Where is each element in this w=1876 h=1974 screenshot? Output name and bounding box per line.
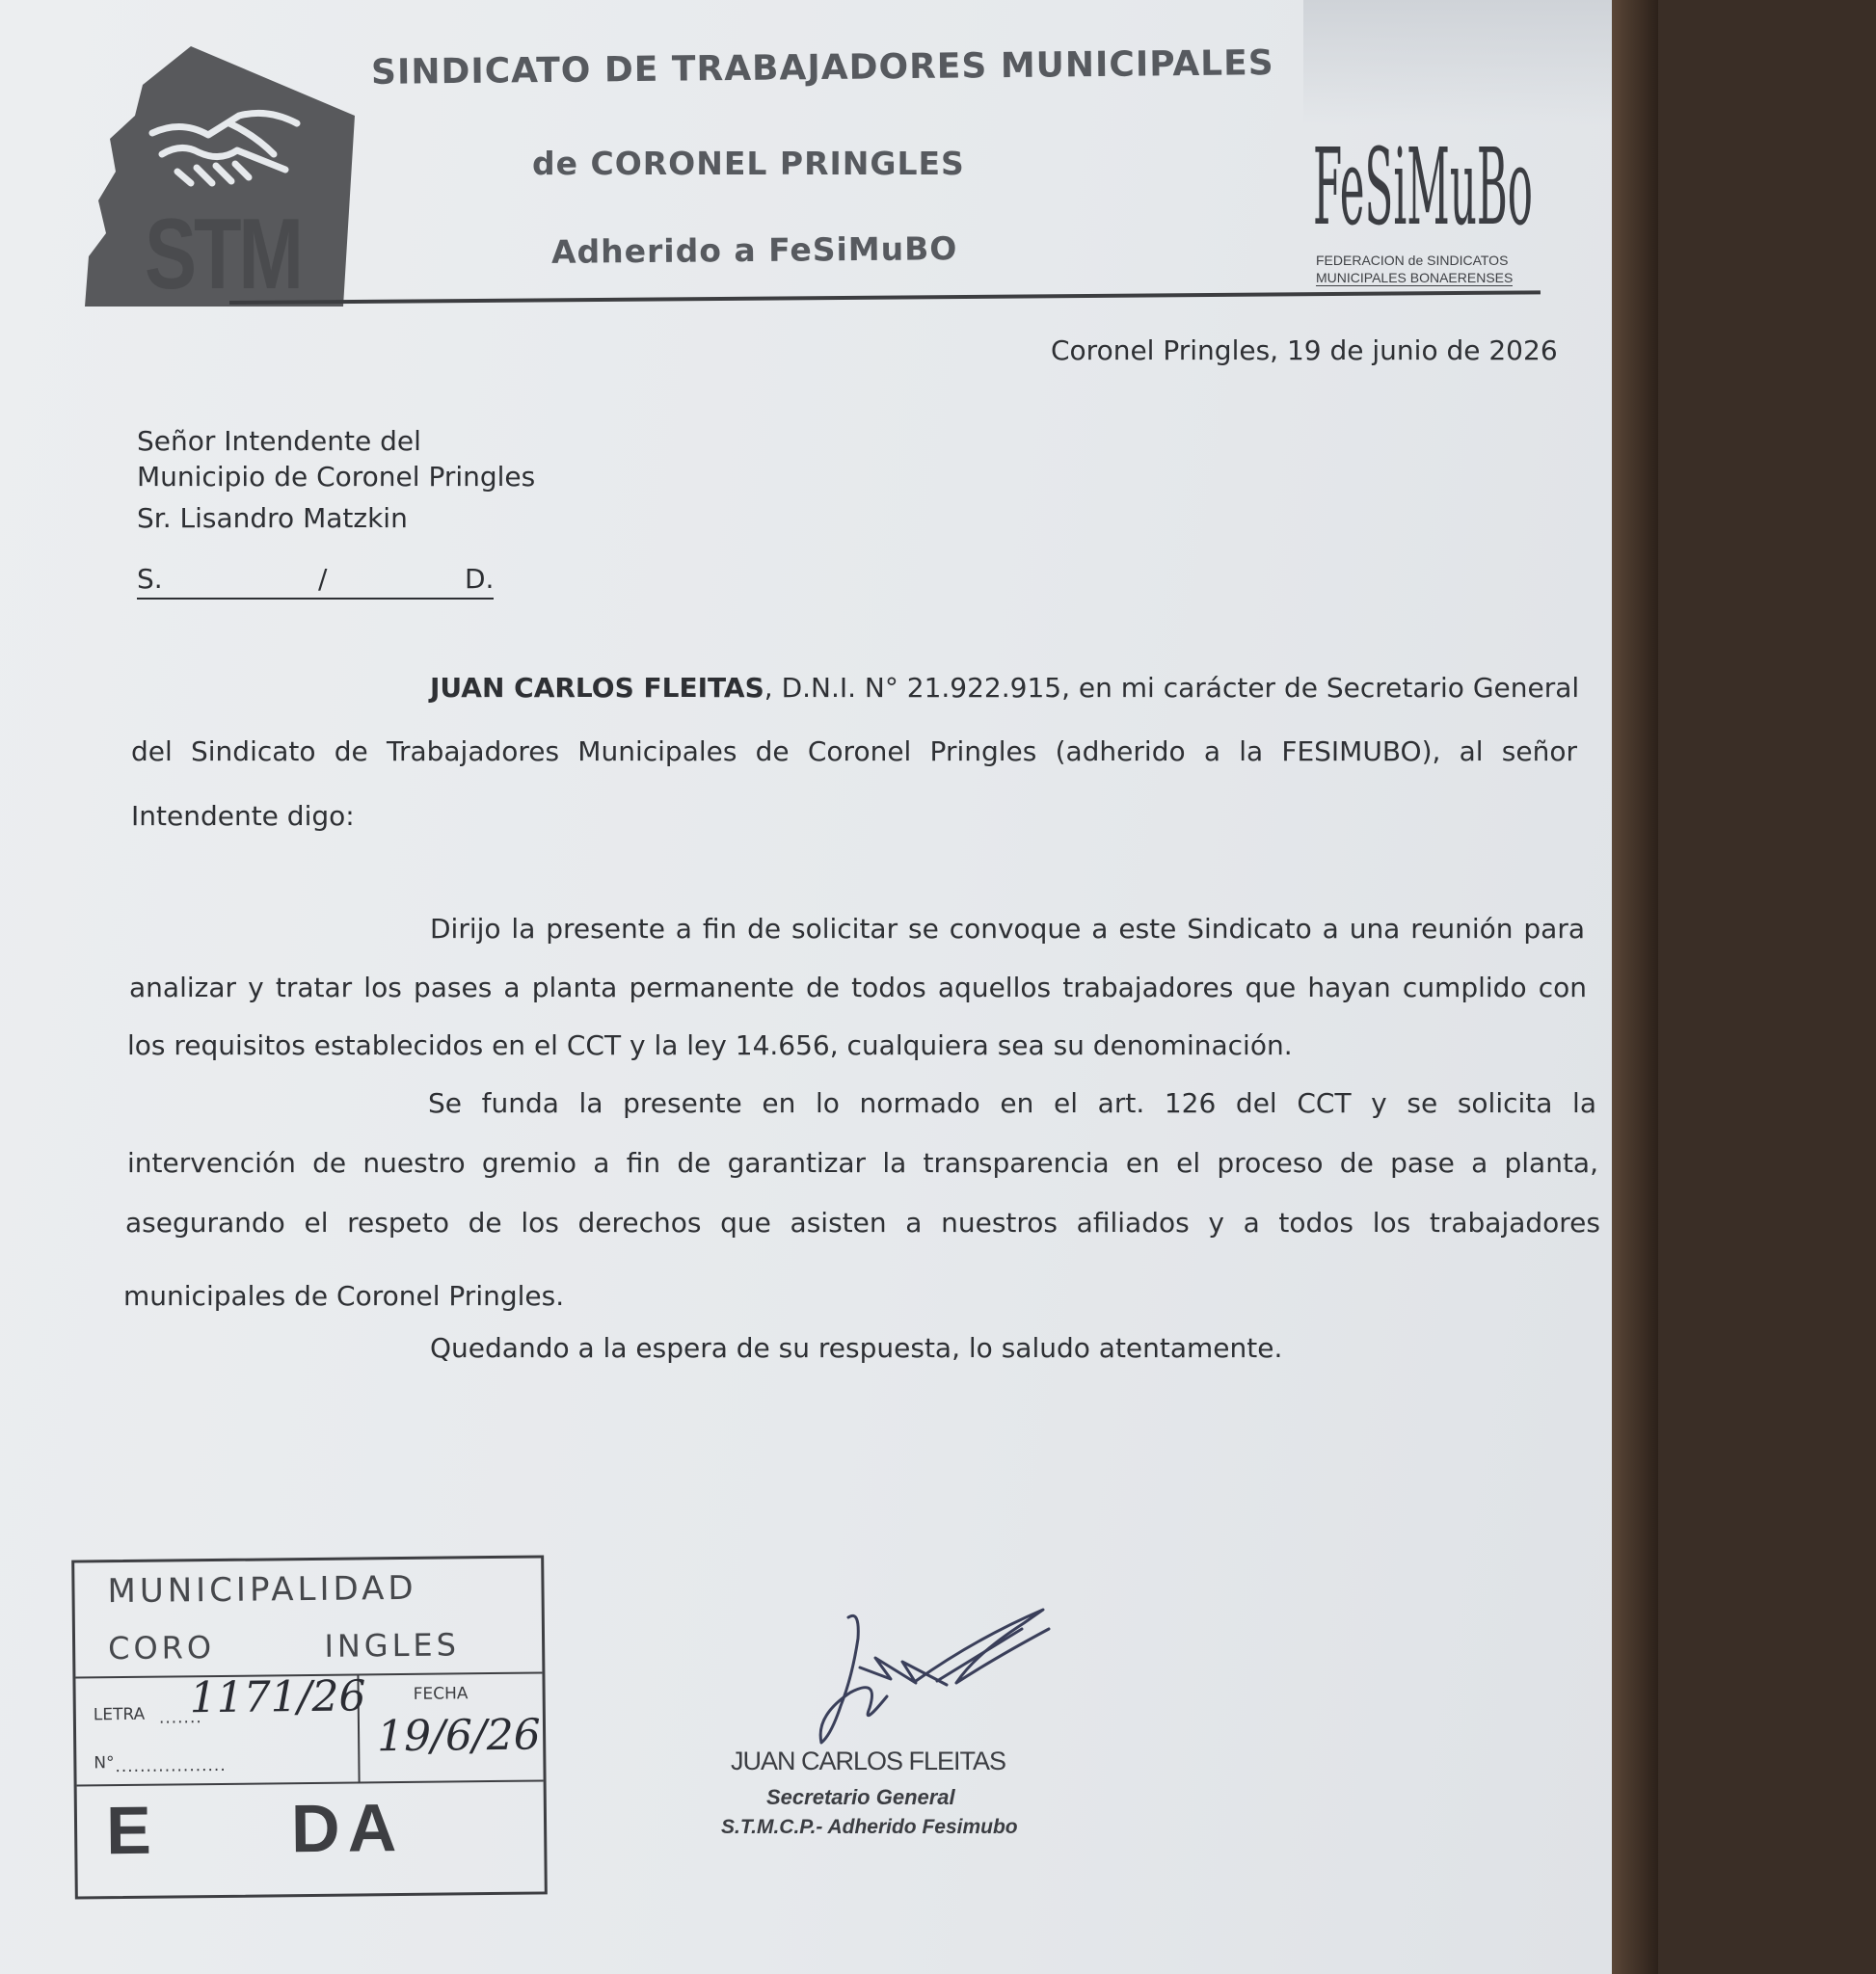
stamp-letra-dots: .......	[158, 1708, 202, 1728]
paragraph1-line1	[129, 672, 1580, 704]
paragraph2-line2: analizar y tratar los pases a planta permanente de todos aquellos trabajadores que hayan cumplido con	[129, 972, 1587, 1003]
sender-name: JUAN CARLOS FLEITAS	[430, 672, 764, 704]
fesimubo-logo-icon	[1313, 125, 1535, 249]
paragraph3-line4: municipales de Coronel Pringles.	[123, 1280, 565, 1312]
stamp-fecha-label: FECHA	[413, 1684, 469, 1704]
salutation-left: S.	[137, 563, 163, 595]
stamp-line2: CORO INGLES	[107, 1626, 461, 1667]
paragraph1-line3: Intendente digo:	[131, 800, 355, 832]
signatory-org: S.T.M.C.P.- Adherido Fesimubo	[721, 1816, 1018, 1838]
paragraph3-line1: Se funda la presente en lo normado en el art. 126 del CCT y se solicita la	[428, 1087, 1596, 1119]
salutation	[137, 563, 494, 600]
signatory-name: JUAN CARLOS FLEITAS	[731, 1747, 1006, 1775]
date-line: Coronel Pringles, 19 de junio de 2026	[1051, 334, 1558, 366]
stm-logo-text: STM	[145, 199, 301, 310]
paragraph1-line2: del Sindicato de Trabajadores Municipales de Coronel Pringles (adherido a la FESIMUBO), al señor	[131, 735, 1577, 767]
closing-line: Quedando a la espera de su respuesta, lo saludo atentamente.	[430, 1332, 1283, 1364]
stamp-letra-value: 1171/26	[189, 1671, 366, 1723]
stamp-letra-label: LETRA	[93, 1704, 146, 1725]
salutation-mid: /	[318, 563, 328, 595]
federation-caption-line1: FEDERACION de SINDICATOS	[1316, 253, 1509, 268]
table-background	[1612, 0, 1658, 1974]
paragraph3-line2: intervención de nuestro gremio a fin de garantizar la transparencia en el proceso de pase a planta,	[127, 1147, 1598, 1179]
signatory-title: Secretario General	[766, 1785, 955, 1809]
stamp-rule-bottom	[77, 1779, 544, 1786]
federation-caption-line2: MUNICIPALES BONAERENSES	[1316, 270, 1514, 285]
header-divider	[229, 290, 1541, 305]
org-name-line1: SINDICATO DE TRABAJADORES MUNICIPALES	[370, 43, 1274, 93]
org-name-line2: de CORONEL PRINGLES	[532, 145, 965, 182]
addressee-line2: Municipio de Coronel Pringles	[137, 461, 536, 493]
paragraph2-line1: Dirijo la presente a fin de solicitar se convoque a este Sindicato a una reunión para	[430, 913, 1585, 945]
paragraph2-line3: los requisitos establecidos en el CCT y la ley 14.656, cualquiera sea su denominación.	[127, 1029, 1293, 1061]
addressee-line1: Señor Intendente del	[137, 425, 421, 457]
stamp-status-text: E DA	[105, 1789, 405, 1869]
addressee-line3: Sr. Lisandro Matzkin	[137, 502, 408, 534]
photo-shadow	[1303, 0, 1612, 125]
paragraph1-line1-text: , D.N.I. N° 21.922.915, en mi carácter de Secretario General	[764, 672, 1580, 704]
fesimubo-logo-text: FeSiMuBo	[1313, 125, 1533, 249]
stamp-numero-label: N°	[94, 1753, 115, 1774]
stamp-line1: MUNICIPALIDAD	[107, 1568, 417, 1612]
stamp-numero-dots: ..................	[115, 1755, 227, 1777]
stamp-fecha-value: 19/6/26	[376, 1710, 541, 1762]
org-name-line3: Adherido a FeSiMuBO	[550, 229, 958, 271]
reception-stamp	[71, 1555, 548, 1899]
handwritten-signature-icon	[802, 1600, 1053, 1754]
salutation-right: D.	[465, 563, 495, 595]
paragraph3-line3: asegurando el respeto de los derechos que asisten a nuestros afiliados y a todos los trabajadores	[125, 1207, 1600, 1239]
